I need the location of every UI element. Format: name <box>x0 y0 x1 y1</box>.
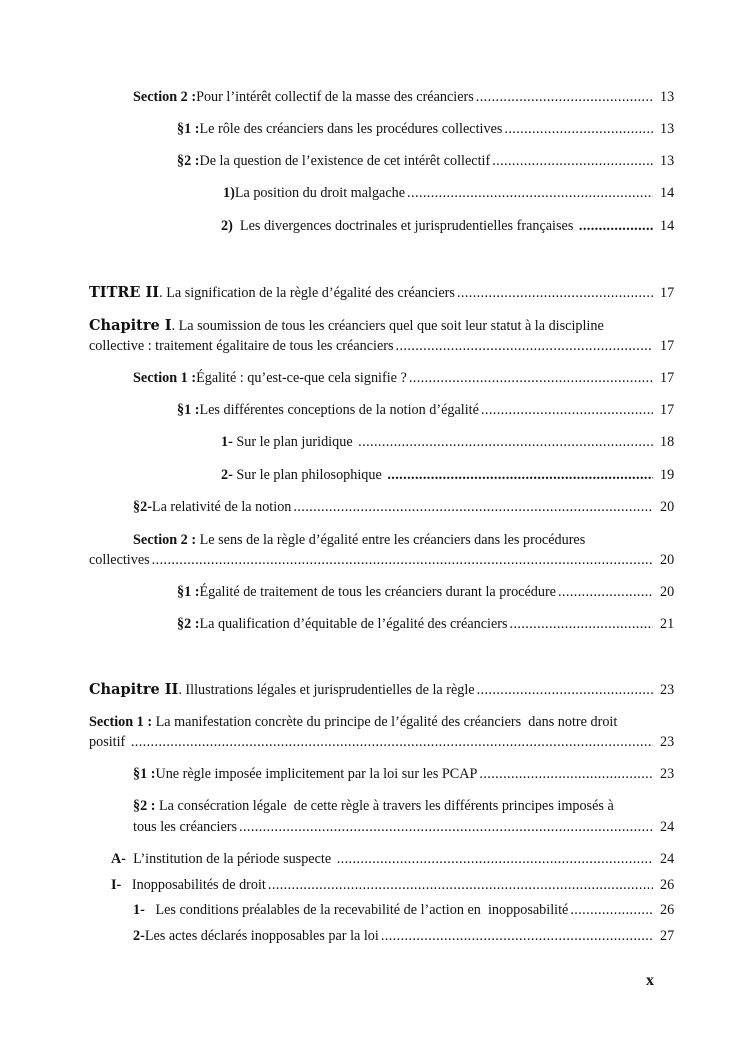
entry-prefix: Section 2 : <box>133 89 197 105</box>
entry-prefix: TITRE II <box>89 284 160 301</box>
page-number: 17 <box>660 338 675 354</box>
toc-entry[interactable] <box>133 901 653 919</box>
entry-text: La manifestation concrète du principe de l’égalité des créanciers dans notre droit <box>152 714 618 730</box>
page-number: 17 <box>660 402 675 418</box>
entry-text: La position du droit malgache <box>234 185 406 201</box>
toc-entry[interactable] <box>133 765 653 783</box>
entry-text: La qualification d’équitable de l’égalité des créanciers <box>199 616 508 632</box>
dot-leader <box>504 120 653 138</box>
dot-leader <box>579 217 653 235</box>
dot-leader <box>409 369 653 387</box>
page-number: 20 <box>660 552 675 568</box>
entry-text: Les divergences doctrinales et jurisprudentielles françaises <box>232 218 577 234</box>
dot-leader <box>131 733 653 751</box>
entry-prefix: 1- <box>221 434 233 450</box>
toc-entry-line2[interactable] <box>89 551 653 569</box>
dot-leader <box>479 765 653 783</box>
dot-leader <box>337 850 653 868</box>
page-number: 24 <box>660 851 675 867</box>
entry-text: Les différentes conceptions de la notion d’égalité <box>199 402 479 418</box>
toc-entry-line2[interactable] <box>133 818 653 836</box>
toc-entry[interactable] <box>133 369 653 387</box>
page-number: 23 <box>660 766 675 782</box>
entry-text: La relativité de la notion <box>151 499 292 515</box>
toc-entry[interactable] <box>133 88 653 106</box>
entry-text: Pour l’intérêt collectif de la masse des créanciers <box>196 89 474 105</box>
entry-text: Inopposabilités de droit <box>121 877 266 893</box>
page-number: 26 <box>660 877 675 893</box>
toc-entry[interactable] <box>177 583 653 601</box>
page-number: 13 <box>660 153 675 169</box>
dot-leader <box>492 152 653 170</box>
page-number: 26 <box>660 902 675 918</box>
toc-entry[interactable] <box>177 152 653 170</box>
page-number: 14 <box>660 185 675 201</box>
entry-prefix: §1 : <box>177 402 200 418</box>
entry-text: . La soumission de tous les créanciers quel que soit leur statut à la discipline <box>171 318 604 334</box>
toc-entry-line2[interactable] <box>89 337 653 355</box>
entry-text-cont: collectives <box>89 552 150 568</box>
entry-text-cont: tous les créanciers <box>133 819 237 835</box>
page-number: 17 <box>660 370 675 386</box>
page-number: 21 <box>660 616 675 632</box>
entry-prefix: Section 2 : <box>133 532 197 548</box>
toc-entry[interactable] <box>177 401 653 419</box>
dot-leader <box>510 615 654 633</box>
dot-leader <box>407 184 653 202</box>
dot-leader <box>152 551 653 569</box>
page-number: 19 <box>660 467 675 483</box>
toc-entry[interactable] <box>111 876 653 894</box>
entry-text: Égalité : qu’est-ce-que cela signifie ? <box>196 370 407 386</box>
page-number: 13 <box>660 121 675 137</box>
dot-leader <box>239 818 653 836</box>
entry-prefix: 2- <box>221 467 233 483</box>
entry-text: Sur le plan philosophique <box>232 467 386 483</box>
entry-text: Sur le plan juridique <box>232 434 357 450</box>
entry-prefix: §2 : <box>177 616 200 632</box>
entry-text: Les conditions préalables de la recevabilité de l’action en inopposabilité <box>144 902 569 918</box>
toc-entry-line1[interactable] <box>89 317 604 335</box>
entry-text: Une règle imposée implicitement par la loi sur les PCAP <box>155 766 478 782</box>
toc-entry-line1[interactable] <box>133 797 614 815</box>
entry-text: Les actes déclarés inopposables par la loi <box>144 928 379 944</box>
page-number: 18 <box>660 434 675 450</box>
entry-text-cont: positif <box>89 734 129 750</box>
entry-prefix: 1) <box>223 185 235 201</box>
toc-entry[interactable] <box>111 850 653 868</box>
entry-text: De la question de l’existence de cet intérêt collectif <box>199 153 491 169</box>
toc-entry[interactable] <box>221 217 653 235</box>
entry-prefix: §2- <box>133 499 152 515</box>
toc-entry[interactable] <box>133 927 653 945</box>
page-number: 24 <box>660 819 675 835</box>
entry-text: . Illustrations légales et jurisprudentielles de la règle <box>178 682 475 698</box>
entry-text: . La signification de la règle d’égalité des créanciers <box>159 285 455 301</box>
dot-leader <box>293 498 653 516</box>
page-number: 13 <box>660 89 675 105</box>
entry-prefix: §1 : <box>177 584 200 600</box>
entry-prefix: Chapitre I <box>89 317 172 334</box>
entry-text: Égalité de traitement de tous les créanciers durant la procédure <box>199 584 556 600</box>
toc-entry[interactable] <box>221 433 653 451</box>
entry-text: Le sens de la règle d’égalité entre les créanciers dans les procédures <box>196 532 586 548</box>
page-number: 20 <box>660 499 675 515</box>
dot-leader <box>570 901 653 919</box>
toc-entry[interactable] <box>133 498 653 516</box>
dot-leader <box>396 337 654 355</box>
entry-prefix: 2) <box>221 218 233 234</box>
entry-text-cont: collective : traitement égalitaire de tous les créanciers <box>89 338 394 354</box>
entry-text: L’institution de la période suspecte <box>125 851 335 867</box>
entry-prefix: Section 1 : <box>89 714 153 730</box>
entry-prefix: §2 : <box>177 153 200 169</box>
toc-entry[interactable] <box>89 284 653 302</box>
dot-leader <box>476 88 653 106</box>
toc-entry-line2[interactable] <box>89 733 653 751</box>
toc-entry[interactable] <box>221 466 653 484</box>
toc-entry-line1[interactable] <box>89 713 617 731</box>
entry-prefix: 2- <box>133 928 145 944</box>
toc-entry[interactable] <box>89 681 653 699</box>
page-folio: x <box>646 972 654 989</box>
entry-prefix: §1 : <box>177 121 200 137</box>
entry-prefix: Section 1 : <box>133 370 197 386</box>
dot-leader <box>481 401 653 419</box>
page-number: 14 <box>660 218 675 234</box>
entry-text: Le rôle des créanciers dans les procédures collectives <box>199 121 503 137</box>
toc-entry[interactable] <box>177 615 653 633</box>
page-number: 23 <box>660 682 675 698</box>
toc-entry[interactable] <box>223 184 653 202</box>
dot-leader <box>477 681 653 699</box>
toc-entry[interactable] <box>177 120 653 138</box>
dot-leader <box>387 466 653 484</box>
entry-prefix: §1 : <box>133 766 156 782</box>
dot-leader <box>558 583 653 601</box>
page-number: 23 <box>660 734 675 750</box>
entry-prefix: 1- <box>133 902 145 918</box>
entry-prefix: §2 : <box>133 798 156 814</box>
dot-leader <box>381 927 653 945</box>
entry-prefix: Chapitre II <box>89 681 179 698</box>
dot-leader <box>358 433 653 451</box>
page-number: 20 <box>660 584 675 600</box>
dot-leader <box>268 876 653 894</box>
entry-prefix: I- <box>111 877 122 893</box>
dot-leader <box>457 284 653 302</box>
entry-text: La consécration légale de cette règle à travers les différents principes imposés à <box>155 798 614 814</box>
page-number: 27 <box>660 928 675 944</box>
entry-prefix: A- <box>111 851 126 867</box>
toc-entry-line1[interactable] <box>133 531 585 549</box>
page-number: 17 <box>660 285 675 301</box>
